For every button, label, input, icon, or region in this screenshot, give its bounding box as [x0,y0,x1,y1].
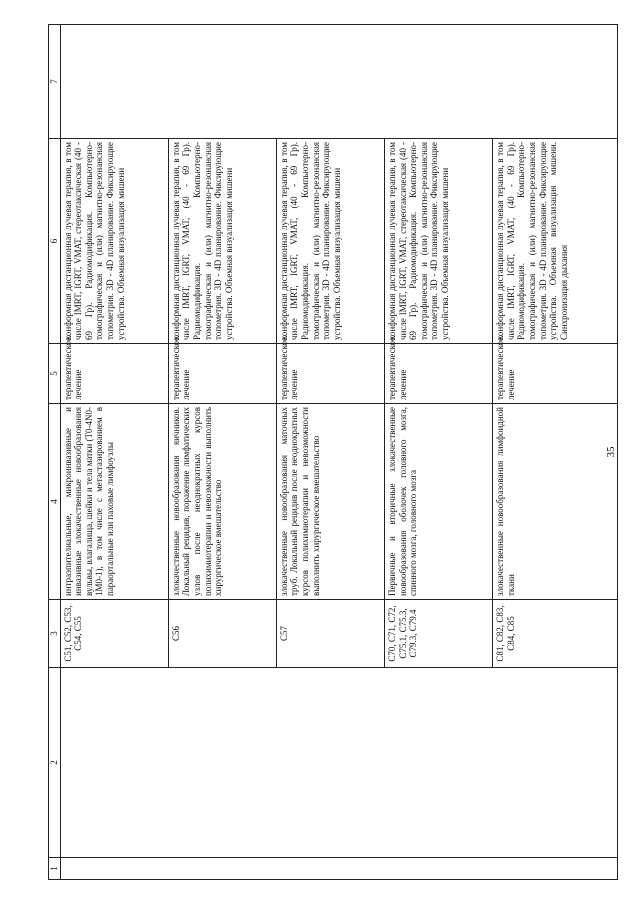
treatment-technique: конформная дистанционная лучевая терапия, в том числе IMRT, IGRT, VMAT, стереотаксическая (40 - 69 Гр). Радиомодификация. Компьютерно-томографическая и (или) магнитно-резонансная топометрия. 3D - 4D планирование. Фиксирующие устройства. Объемная визуализация мишени [60,139,168,344]
treatment-method: терапевтическое лечение [493,344,618,404]
column-number-row [49,25,61,880]
diagnosis-codes: C51, C52, C53, C54, C55 [60,600,168,668]
diagnosis-codes: C81, C82, C83, C84, C85 [493,600,618,668]
disease-description: злокачественные новообразования яичников. Локальный рецидив, поражение лимфатических узлов после неоднократных курсов полихимиотерапии и невозможности выполнить хирургическое вмешательство [168,404,276,600]
column-header-5: 5 [49,344,61,404]
treatment-technique: конформная дистанционная лучевая терапия, в том числе IMRT, IGRT, VMAT, (40 - 69 Гр). Радиомодификация. Компьютерно-томографическая и (или) магнитно-резонансная топометрия. 3D - 4D планирование. Фиксирующие устройства. Объемная визуализация мишени [168,139,276,344]
disease-description: Первичные и вторичные злокачественные новообразования оболочек головного мозга, спинного мозга, головного мозга [384,404,492,600]
page-number: 35 [605,446,617,458]
treatment-table [48,24,618,880]
column-header-2: 2 [49,668,61,858]
disease-description: интраэпителиальные, микроинвазивные и инвазивные злокачественные новообразования вульвы, влагалища, шейки и тела матки (T0-4N0-1M0-1), в том числе с метастазированием в параортальные или паховые лимфоузлы [60,404,168,600]
table-row [60,25,168,880]
treatment-technique: конформная дистанционная лучевая терапия, в том числе IMRT, IGRT, VMAT, стереотаксическая (40 - 69 Гр). Радиомодификация. Компьютерно-томографическая и (или) магнитно-резонансная топометрия. 3D - 4D планирование. Фиксирующие устройства. Объемная визуализация мишени [384,139,492,344]
column-header-4: 4 [49,404,61,600]
cell-col1 [60,858,617,880]
diagnosis-codes: C56 [168,600,276,668]
cell-col2 [60,668,617,858]
column-header-1: 1 [49,858,61,880]
diagnosis-codes: C70, C71, C72, C75.1, C75.3, C79.3, C79.4 [384,600,492,668]
diagnosis-codes: C57 [276,600,384,668]
column-header-6: 6 [49,139,61,344]
disease-description: злокачественные новообразования лимфоидной ткани [493,404,618,600]
rotated-table-frame [48,25,618,880]
treatment-method: терапевтическое лечение [60,344,168,404]
treatment-technique: конформная дистанционная лучевая терапия, в том числе IMRT, IGRT, VMAT, (40 - 69 Гр). Радиомодификация. Компьютерно-томографическая и (или) магнитно-резонансная топометрия. 3D - 4D планирование. Фиксирующие устройства. Объемная визуализация мишени [276,139,384,344]
treatment-method: терапевтическое лечение [384,344,492,404]
cell-col7 [60,25,617,139]
column-header-7: 7 [49,25,61,139]
treatment-method: терапевтическое лечение [168,344,276,404]
treatment-method: терапевтическое лечение [276,344,384,404]
disease-description: злокачественные новообразования маточных труб. Локальный рецидив после неоднократных курсов полихимиотерапии и невозможности выполнить хирургическое вмешательство [276,404,384,600]
column-header-3: 3 [49,600,61,668]
treatment-technique: конформная дистанционная лучевая терапия, в том числе IMRT, IGRT, VMAT, (40 - 69 Гр). Радиомодификация. Компьютерно-томографическая и (или) магнитно-резонансная топометрия. 3D - 4D планирование. Фиксирующие устройства. Объемная визуализация мишени. Синхронизация дыхания [493,139,618,344]
